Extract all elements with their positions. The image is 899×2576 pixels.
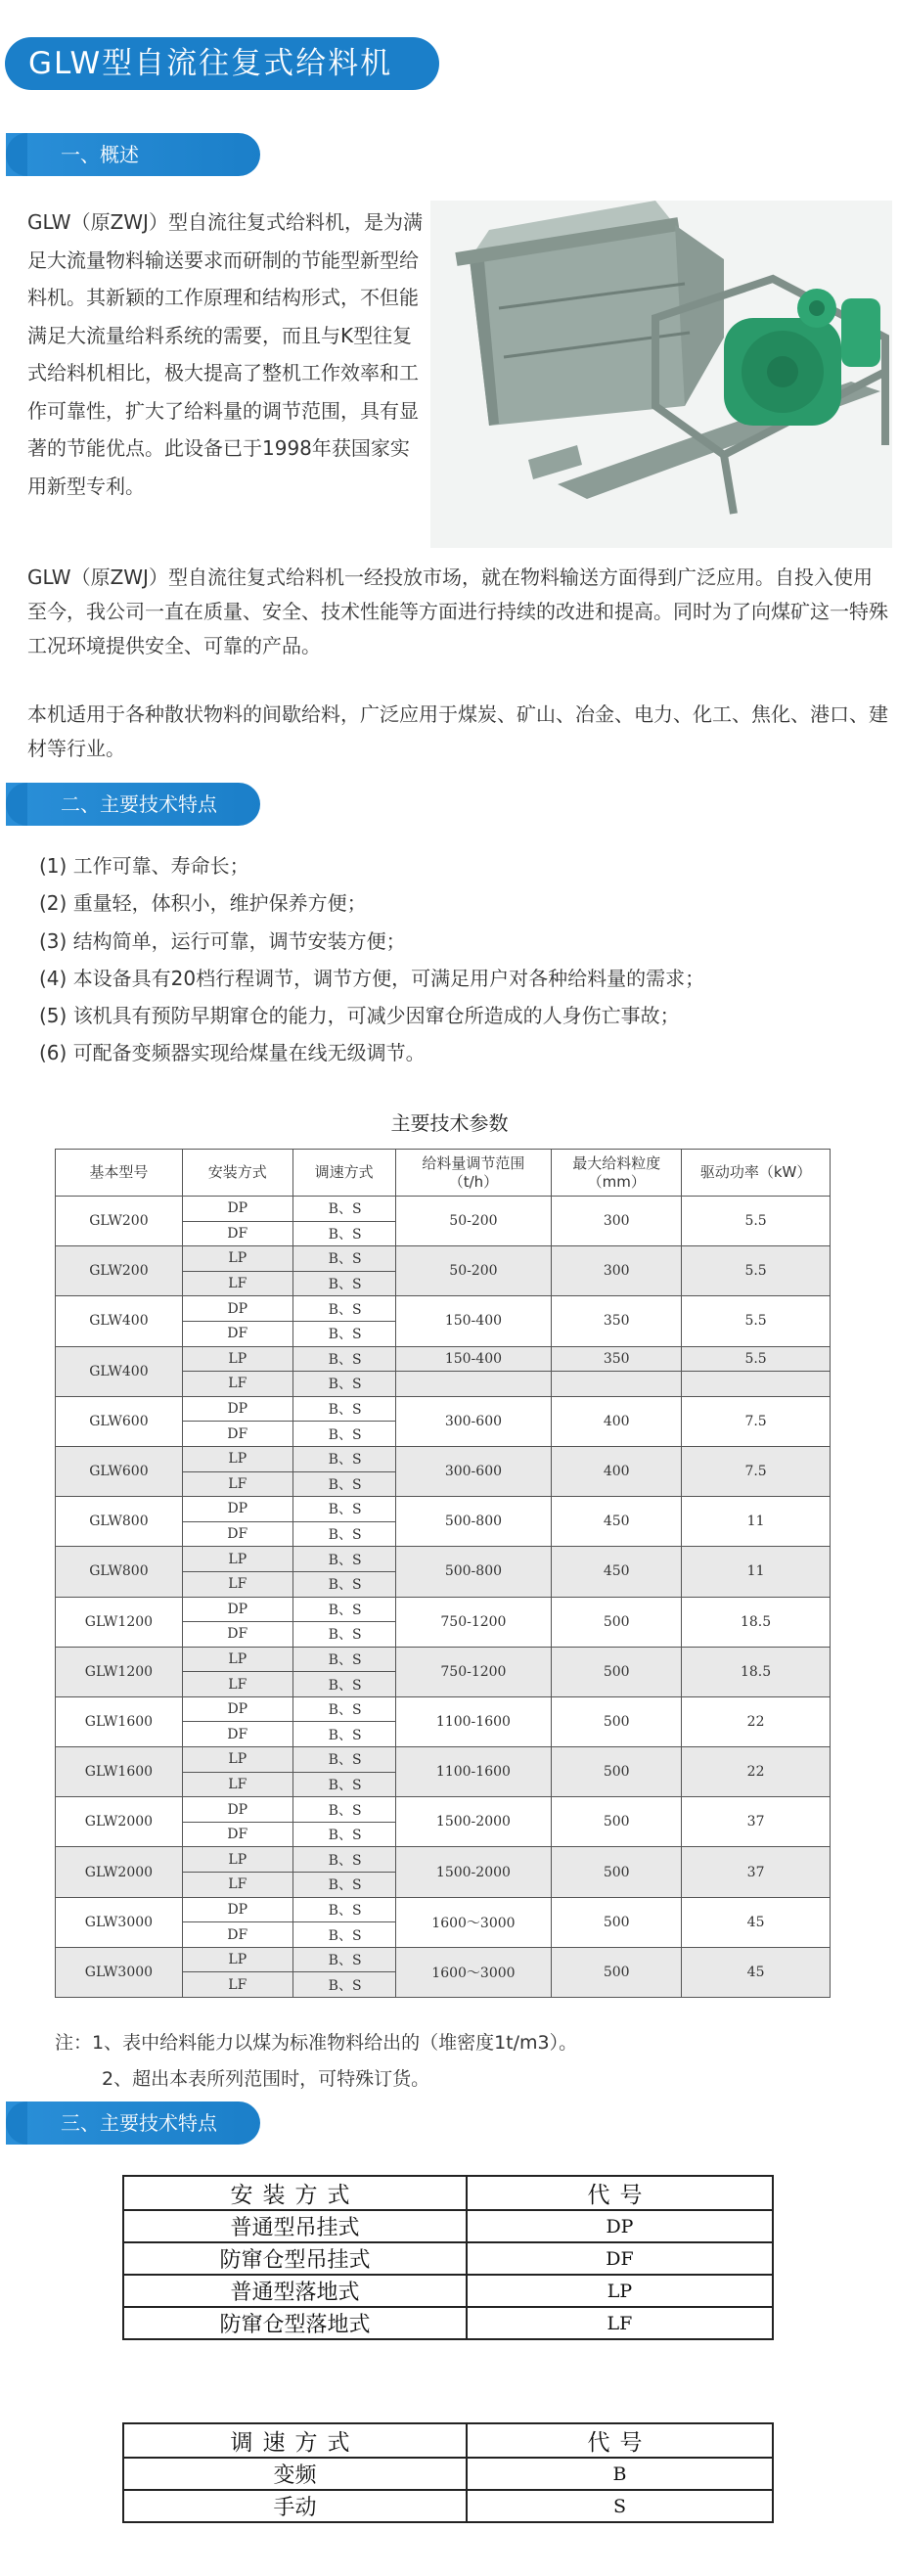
cell-install: LF	[182, 1972, 292, 1998]
feature-item: (2) 重量轻，体积小，维护保养方便；	[39, 891, 367, 916]
cell-speed: B、S	[292, 1471, 395, 1497]
cell-model: GLW3000	[56, 1897, 183, 1947]
cell-install: DP	[182, 1197, 292, 1222]
code-table-header	[123, 2176, 773, 2210]
overview-paragraph-1: GLW（原ZWJ）型自流往复式给料机一经投放市场，就在物料输送方面得到广泛应用。自投入使用至今，我公司一直在质量、安全、技术性能等方面进行持续的改进和提高。同时为了向煤矿这一特殊工况环境提供安全、可靠的产品。	[27, 565, 888, 657]
cell-range: 1500-2000	[395, 1847, 552, 1897]
table-row	[123, 2210, 773, 2242]
cell-range: 750-1200	[395, 1597, 552, 1647]
header-code: 代号	[467, 2423, 773, 2458]
cell-method: 普通型落地式	[123, 2275, 467, 2307]
cell-power: 18.5	[682, 1647, 831, 1696]
table-row	[56, 1497, 831, 1522]
cell-speed: B、S	[292, 1521, 395, 1547]
cell-size: 500	[552, 1696, 682, 1746]
cell-size: 400	[552, 1396, 682, 1446]
cell-install: DP	[182, 1897, 292, 1922]
cell-speed: B、S	[292, 1797, 395, 1823]
cell-range: 1600～3000	[395, 1947, 552, 1997]
table-notes	[55, 2025, 577, 2098]
cell-speed: B、S	[292, 1922, 395, 1948]
params-table-header	[56, 1150, 831, 1197]
cell-install: DF	[182, 1622, 292, 1648]
cell-range-empty	[395, 1372, 552, 1397]
table-row	[56, 1597, 831, 1622]
cell-code: S	[467, 2490, 773, 2522]
cell-install: DF	[182, 1722, 292, 1747]
cell-speed: B、S	[292, 1822, 395, 1847]
cell-range: 1100-1600	[395, 1696, 552, 1746]
cell-speed: B、S	[292, 1873, 395, 1898]
cell-model: GLW600	[56, 1396, 183, 1446]
cell-install: LP	[182, 1446, 292, 1471]
table-row	[56, 1696, 831, 1722]
table-row	[123, 2275, 773, 2307]
cell-speed: B、S	[292, 1396, 395, 1422]
header-model: 基本型号	[56, 1150, 183, 1197]
cell-model: GLW600	[56, 1446, 183, 1496]
cell-size: 300	[552, 1197, 682, 1246]
cell-install: LF	[182, 1571, 292, 1597]
table-row	[56, 1947, 831, 1972]
cell-model: GLW1600	[56, 1696, 183, 1746]
table-row	[123, 2307, 773, 2339]
cell-size: 500	[552, 1947, 682, 1997]
cell-model: GLW200	[56, 1197, 183, 1246]
cell-speed: B、S	[292, 1597, 395, 1622]
cell-install: DF	[182, 1922, 292, 1948]
overview-intro: GLW（原ZWJ）型自流往复式给料机，是为满足大流量物料输送要求而研制的节能型新型给料机。其新颖的工作原理和结构形式，不但能满足大流量给料系统的需要，而且与K型往复式给料机相比，极大提高了整机工作效率和工作可靠性，扩大了给料量的调节范围，具有显著的节能优点。此设备已于1998年获国家实用新型专利。	[27, 210, 423, 498]
cell-speed: B、S	[292, 1271, 395, 1296]
cell-install: LF	[182, 1471, 292, 1497]
cell-power-empty	[682, 1372, 831, 1397]
cell-size: 500	[552, 1647, 682, 1696]
header-code: 代号	[467, 2176, 773, 2210]
cell-method: 防窜仓型吊挂式	[123, 2242, 467, 2275]
table-row	[56, 1897, 831, 1922]
cell-size: 350	[552, 1346, 682, 1372]
cell-size: 350	[552, 1296, 682, 1346]
cell-speed: B、S	[292, 1446, 395, 1471]
cell-speed: B、S	[292, 1972, 395, 1998]
cell-speed: B、S	[292, 1647, 395, 1672]
cell-model: GLW1200	[56, 1597, 183, 1647]
feature-item: (6) 可配备变频器实现给煤量在线无级调节。	[39, 1041, 426, 1065]
cell-size: 400	[552, 1446, 682, 1496]
cell-install: DF	[182, 1221, 292, 1246]
cell-size: 500	[552, 1597, 682, 1647]
cell-code: B	[467, 2458, 773, 2490]
cell-install: DF	[182, 1822, 292, 1847]
params-table-title: 主要技术参数	[390, 1111, 509, 1135]
cell-range: 150-400	[395, 1296, 552, 1346]
table-row	[56, 1747, 831, 1773]
cell-size: 450	[552, 1547, 682, 1597]
cell-power: 7.5	[682, 1446, 831, 1496]
cell-range: 750-1200	[395, 1647, 552, 1696]
code-table-header	[123, 2423, 773, 2458]
cell-range: 1600～3000	[395, 1897, 552, 1947]
cell-power: 22	[682, 1747, 831, 1797]
cell-method: 防窜仓型落地式	[123, 2307, 467, 2339]
cell-model: GLW200	[56, 1246, 183, 1296]
cell-speed: B、S	[292, 1722, 395, 1747]
cell-install: DP	[182, 1797, 292, 1823]
cell-install: LF	[182, 1772, 292, 1797]
cell-speed: B、S	[292, 1571, 395, 1597]
cell-install: DP	[182, 1296, 292, 1322]
cell-range: 300-600	[395, 1396, 552, 1446]
table-row	[56, 1797, 831, 1823]
cell-install: DP	[182, 1396, 292, 1422]
install-code-table	[122, 2175, 774, 2340]
cell-method: 普通型吊挂式	[123, 2210, 467, 2242]
cell-speed: B、S	[292, 1947, 395, 1972]
table-row	[56, 1296, 831, 1322]
cell-power: 5.5	[682, 1346, 831, 1372]
cell-install: LP	[182, 1847, 292, 1873]
cell-install: LP	[182, 1346, 292, 1372]
feature-item: (4) 本设备具有20档行程调节，调节方便，可满足用户对各种给料量的需求；	[39, 966, 705, 990]
header-method: 调速方式	[123, 2423, 467, 2458]
feature-list	[39, 847, 880, 1072]
header-power: 驱动功率（kW）	[682, 1150, 831, 1197]
cell-size: 500	[552, 1897, 682, 1947]
cell-method: 变频	[123, 2458, 467, 2490]
cell-range: 1500-2000	[395, 1797, 552, 1847]
cell-speed: B、S	[292, 1321, 395, 1346]
cell-model: GLW400	[56, 1346, 183, 1396]
cell-speed: B、S	[292, 1747, 395, 1773]
cell-power: 5.5	[682, 1246, 831, 1296]
cell-size: 450	[552, 1497, 682, 1547]
page-title: GLW型自流往复式给料机	[5, 37, 439, 90]
feature-item: (5) 该机具有预防早期窜仓的能力，可减少因窜仓所造成的人身伤亡事故；	[39, 1004, 680, 1028]
table-row	[56, 1197, 831, 1222]
cell-model: GLW2000	[56, 1797, 183, 1847]
cell-power: 7.5	[682, 1396, 831, 1446]
table-row	[123, 2490, 773, 2522]
cell-install: DF	[182, 1321, 292, 1346]
cell-size: 500	[552, 1847, 682, 1897]
cell-model: GLW2000	[56, 1847, 183, 1897]
cell-power: 11	[682, 1497, 831, 1547]
cell-speed: B、S	[292, 1372, 395, 1397]
cell-speed: B、S	[292, 1696, 395, 1722]
header-size: 最大给料粒度 （mm）	[552, 1150, 682, 1197]
cell-install: LF	[182, 1672, 292, 1697]
cell-install: LF	[182, 1873, 292, 1898]
cell-install: LP	[182, 1547, 292, 1572]
cell-power: 5.5	[682, 1296, 831, 1346]
cell-size: 500	[552, 1747, 682, 1797]
cell-speed: B、S	[292, 1672, 395, 1697]
header-install: 安装方式	[182, 1150, 292, 1197]
table-row	[56, 1246, 831, 1272]
table-row	[56, 1446, 831, 1471]
cell-range: 500-800	[395, 1497, 552, 1547]
cell-code: DF	[467, 2242, 773, 2275]
cell-model: GLW1200	[56, 1647, 183, 1696]
cell-speed: B、S	[292, 1246, 395, 1272]
cell-install: LP	[182, 1647, 292, 1672]
cell-size: 300	[552, 1246, 682, 1296]
overview-paragraph-2: 本机适用于各种散状物料的间歇给料，广泛应用于煤炭、矿山、冶金、电力、化工、焦化、港口、建材等行业。	[27, 702, 888, 760]
cell-code: LF	[467, 2307, 773, 2339]
cell-install: LP	[182, 1947, 292, 1972]
table-row	[56, 1847, 831, 1873]
cell-range: 300-600	[395, 1446, 552, 1496]
section-features2-heading: 三、主要技术特点	[6, 2101, 260, 2145]
cell-install: DF	[182, 1422, 292, 1447]
cell-install: LP	[182, 1747, 292, 1773]
feature-item: (1) 工作可靠、寿命长；	[39, 854, 249, 878]
feature-item: (3) 结构简单，运行可靠，调节安装方便；	[39, 928, 406, 953]
table-row	[123, 2242, 773, 2275]
cell-speed: B、S	[292, 1197, 395, 1222]
cell-speed: B、S	[292, 1497, 395, 1522]
cell-power: 11	[682, 1547, 831, 1597]
cell-power: 37	[682, 1797, 831, 1847]
cell-install: DP	[182, 1597, 292, 1622]
cell-code: DP	[467, 2210, 773, 2242]
cell-code: LP	[467, 2275, 773, 2307]
cell-speed: B、S	[292, 1547, 395, 1572]
cell-install: LP	[182, 1246, 292, 1272]
section-overview-heading: 一、概述	[6, 133, 260, 176]
note-1: 注：1、表中给料能力以煤为标准物料给出的（堆密度1t/m3）。	[55, 2032, 578, 2054]
cell-power: 22	[682, 1696, 831, 1746]
cell-power: 37	[682, 1847, 831, 1897]
header-method: 安装方式	[123, 2176, 467, 2210]
cell-speed: B、S	[292, 1847, 395, 1873]
cell-install: LF	[182, 1271, 292, 1296]
cell-range: 50-200	[395, 1197, 552, 1246]
cell-power: 45	[682, 1947, 831, 1997]
feeder-machine-drawing	[430, 201, 892, 548]
feeder-machine-image	[430, 201, 892, 548]
params-table	[55, 1149, 831, 1998]
cell-speed: B、S	[292, 1296, 395, 1322]
header-range: 给料量调节范围 （t/h）	[395, 1150, 552, 1197]
header-speed: 调速方式	[292, 1150, 395, 1197]
cell-speed: B、S	[292, 1422, 395, 1447]
cell-range: 50-200	[395, 1246, 552, 1296]
cell-method: 手动	[123, 2490, 467, 2522]
cell-install: DP	[182, 1497, 292, 1522]
cell-range: 150-400	[395, 1346, 552, 1372]
cell-range: 500-800	[395, 1547, 552, 1597]
cell-speed: B、S	[292, 1622, 395, 1648]
cell-range: 1100-1600	[395, 1747, 552, 1797]
cell-install: DF	[182, 1521, 292, 1547]
table-row	[123, 2458, 773, 2490]
cell-power: 18.5	[682, 1597, 831, 1647]
cell-install: DP	[182, 1696, 292, 1722]
cell-speed: B、S	[292, 1221, 395, 1246]
table-row	[56, 1346, 831, 1372]
cell-speed: B、S	[292, 1772, 395, 1797]
cell-speed: B、S	[292, 1346, 395, 1372]
cell-size: 500	[552, 1797, 682, 1847]
cell-power: 5.5	[682, 1197, 831, 1246]
cell-size-empty	[552, 1372, 682, 1397]
cell-power: 45	[682, 1897, 831, 1947]
cell-install: LF	[182, 1372, 292, 1397]
table-row	[56, 1547, 831, 1572]
note-2: 2、超出本表所列范围时，可特殊订货。	[102, 2068, 430, 2090]
cell-model: GLW800	[56, 1547, 183, 1597]
table-row	[56, 1396, 831, 1422]
cell-model: GLW3000	[56, 1947, 183, 1997]
cell-model: GLW1600	[56, 1747, 183, 1797]
cell-model: GLW800	[56, 1497, 183, 1547]
table-row	[56, 1647, 831, 1672]
cell-speed: B、S	[292, 1897, 395, 1922]
section-features-heading: 二、主要技术特点	[6, 783, 260, 826]
cell-model: GLW400	[56, 1296, 183, 1346]
speed-code-table	[122, 2422, 774, 2523]
